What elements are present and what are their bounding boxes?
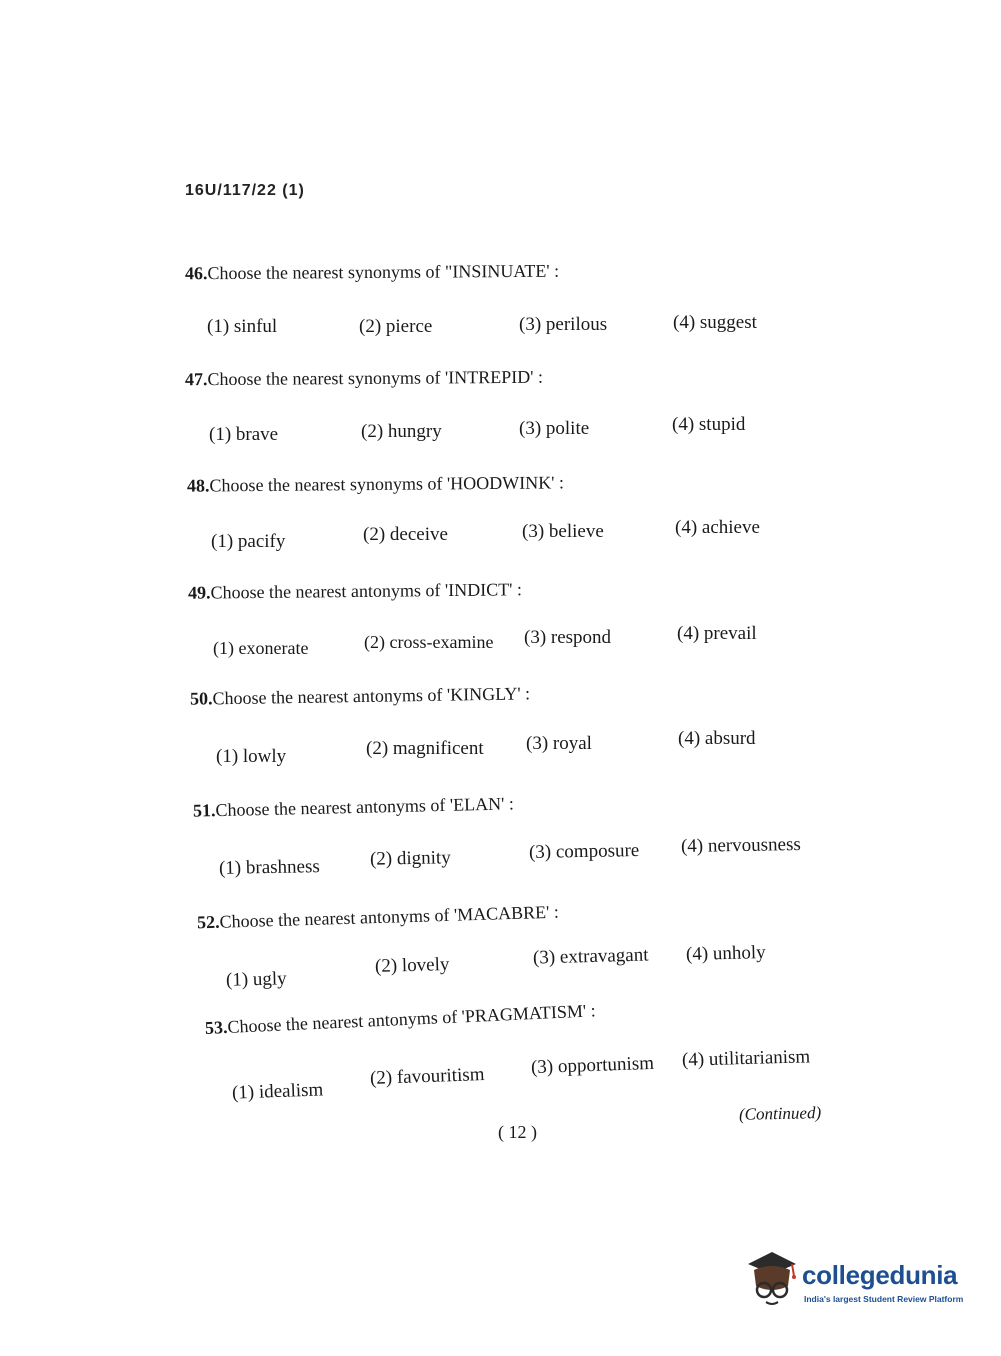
q53-option-2: (2) favouritism <box>369 1064 485 1089</box>
question-51 <box>193 793 514 821</box>
q52-option-4: (4) unholy <box>685 941 766 966</box>
mascot-icon <box>742 1250 802 1310</box>
question-number: 53. <box>204 1016 228 1038</box>
q52-option-1: (1) ugly <box>225 968 287 991</box>
q46-option-4: (4) suggest <box>673 312 757 333</box>
q52-option-3: (3) extravagant <box>532 944 649 969</box>
question-text: Choose the nearest antonyms of 'PRAGMATISM' : <box>227 1000 596 1037</box>
question-text: Choose the nearest synonyms of "INSINUATE' : <box>207 260 560 284</box>
q46-option-1: (1) sinful <box>207 316 278 337</box>
question-52 <box>197 902 559 934</box>
question-number: 51. <box>192 800 216 821</box>
question-number: 52. <box>196 911 220 933</box>
question-text: Choose the nearest antonyms of 'INDICT' : <box>210 579 523 603</box>
question-number: 48. <box>186 475 210 496</box>
q51-option-2: (2) dignity <box>369 847 451 870</box>
q52-option-2: (2) lovely <box>374 954 450 977</box>
question-number: 50. <box>189 688 213 709</box>
q50-option-3: (3) royal <box>526 733 592 754</box>
q50-option-1: (1) lowly <box>216 746 287 767</box>
q49-option-3: (3) respond <box>524 627 612 648</box>
q50-option-2: (2) magnificent <box>366 738 484 759</box>
q46-option-3: (3) perilous <box>519 314 608 335</box>
logo-name: collegedunia <box>802 1260 958 1290</box>
question-text: Choose the nearest synonyms of 'HOODWINK' : <box>209 472 565 496</box>
q49-option-4: (4) prevail <box>677 623 757 644</box>
q47-option-1: (1) brave <box>209 424 279 445</box>
question-text: Choose the nearest synonyms of 'INTREPID' : <box>207 366 544 390</box>
continued-note: (Continued) <box>738 1103 822 1124</box>
q47-option-4: (4) stupid <box>672 414 746 435</box>
q53-option-1: (1) idealism <box>231 1079 324 1104</box>
question-47 <box>185 367 543 390</box>
q49-option-1: (1) exonerate <box>213 638 309 658</box>
q51-option-3: (3) composure <box>528 840 640 863</box>
q48-option-4: (4) achieve <box>675 517 760 538</box>
question-number: 49. <box>187 582 211 603</box>
collegedunia-logo <box>742 1250 972 1316</box>
page-number: ( 12 ) <box>498 1122 537 1142</box>
q50-option-4: (4) absurd <box>678 728 756 749</box>
q49-option-2: (2) cross-examine <box>364 632 494 652</box>
question-number: 47. <box>184 369 208 390</box>
q47-option-2: (2) hungry <box>361 421 442 442</box>
q53-option-4: (4) utilitarianism <box>681 1046 811 1071</box>
question-50 <box>190 683 530 709</box>
q51-option-4: (4) nervousness <box>680 833 801 858</box>
question-46 <box>185 261 559 285</box>
question-48 <box>187 472 564 496</box>
question-49 <box>188 579 522 603</box>
question-text: Choose the nearest antonyms of 'ELAN' : <box>215 793 515 821</box>
q48-option-2: (2) deceive <box>363 524 448 545</box>
logo-tagline: India's largest Student Review Platform <box>804 1294 964 1304</box>
question-text: Choose the nearest antonyms of 'MACABRE' : <box>219 901 560 932</box>
q47-option-3: (3) polite <box>519 418 590 439</box>
question-number: 46. <box>184 263 208 284</box>
q48-option-3: (3) believe <box>522 521 604 542</box>
q53-option-3: (3) opportunism <box>530 1052 655 1079</box>
paper-code: 16U/117/22 (1) <box>185 182 305 199</box>
q51-option-1: (1) brashness <box>218 856 320 879</box>
q46-option-2: (2) pierce <box>359 316 433 337</box>
question-text: Choose the nearest antonyms of 'KINGLY' : <box>212 683 531 709</box>
question-53 <box>205 1000 597 1039</box>
q48-option-1: (1) pacify <box>211 531 286 552</box>
